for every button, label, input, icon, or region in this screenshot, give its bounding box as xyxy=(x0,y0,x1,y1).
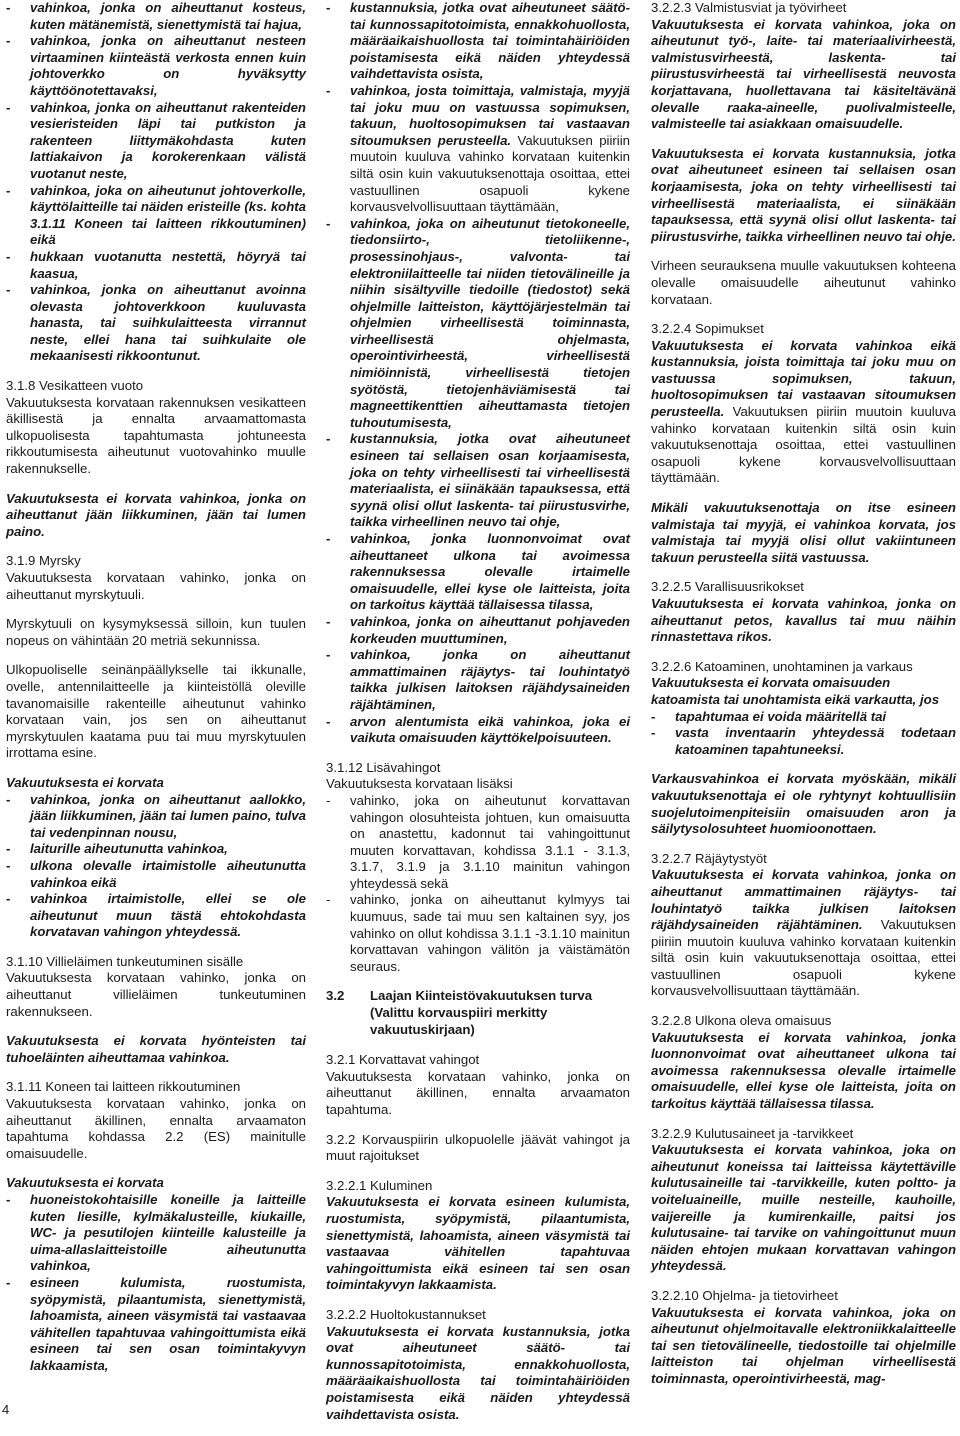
section-text: Vakuutuksesta korvataan vahinko, jonka on aiheuttanut villieläimen tunkeutuminen rakennukseen. xyxy=(6,970,306,1019)
section-3-2-2-3 xyxy=(651,0,956,133)
list-item: - laiturille aiheutunutta vahinkoa, xyxy=(6,841,306,858)
section-number: 3.2 xyxy=(326,988,345,1004)
list-item: - vahinkoa, jonka on aiheuttanut kosteus, kuten mätänemistä, sienettymistä tai hajua, xyxy=(6,0,306,33)
list-item: - kustannuksia, jotka ovat aiheutuneet esineen tai sellaisen osan korjaamisesta, joka on tehty virheellisesti tai virheellisestä materiaalista, ei siinäkään tapauksessa, että syynä olisi ollut laskenta- tai piirustusvirhe, taikka virheellinen neuvo tai ohje, xyxy=(326,431,630,531)
exclusion-heading: Vakuutuksesta ei korvata xyxy=(6,1175,164,1191)
section-text: Vakuutuksesta korvataan vahinko, jonka on aiheuttanut myrskytuuli. xyxy=(6,570,306,602)
section-title: 3.2.2.8 Ulkona oleva omaisuus xyxy=(651,1013,832,1029)
section-text: Vakuutuksesta ei korvata kustannuksia, jotka ovat aiheutuneet säätö- tai kunnossapitotoimista, ennakkohuollosta, määräaikaishuollosta tai toimintahäiriöiden poistamisesta eikä näiden yhteydessä vaihdettavista osista. xyxy=(326,1323,630,1422)
section-3-2-2-2 xyxy=(326,1307,630,1423)
section-text: Vakuutuksesta ei korvata vahinkoa, joka on aiheutunut koneissa tai laitteissa käytettäville kulutusaineille tai -tarvikkeille, kuten poltto- ja voiteluaineille, muille nesteille, kauhoille, vaijereille ja kumirenkaille, paitsi jos kulutusaine- tai tarvike on vahingoittunut muun näiden ehtojen mukaan korvattavan vahingon yhteydessä. xyxy=(651,1142,956,1274)
section-title: 3.2.2.7 Räjäytystyöt xyxy=(651,850,767,866)
exclusion-list xyxy=(326,0,630,747)
column-right xyxy=(651,0,956,1401)
exclusion-text: Vakuutuksesta ei korvata vahinkoa, jonka on aiheuttanut ammattimainen räjäytys- tai louhintatyö taikka julkisen laitoksen räjähdysaineiden räjähtäminen. xyxy=(651,867,956,933)
list-item: - vahinko, joka on aiheutunut korvattavan vahingon olosuhteista johtuen, kun omaisuutta on anastettu, kadonnut tai vahingoittunut muuten korvattavan, kohdissa 3.1.1 - 3.1.3, 3.1.7, 3.1.9 ja 3.1.10 mainitun vahingon yhteydessä sekä xyxy=(326,793,630,893)
section-text: Vakuutuksesta ei korvata vahinkoa, jonka luonnonvoimat ovat aiheuttaneet ulkona tai avoimessa rakennuksessa olevalle irtaimelle omaisuudelle, ellei kyse ole laitteista, joita on tarkoitus käyttää tällaisessa tilassa. xyxy=(651,1029,956,1112)
section-3-2-2-4 xyxy=(651,321,956,487)
section-text: Vakuutuksesta korvataan lisäksi xyxy=(326,776,513,792)
section-text: Vakuutuksesta ei korvata vahinkoa, jonka on aiheuttanut petos, kavallus tai muu näihin rinnastettava rikos. xyxy=(651,596,956,645)
section-text: Vakuutuksesta ei korvata esineen kulumista, ruostumista, syöpymistä, pilaantumista, sienettymistä, lahoamista, aineen väsymistä tai vastaavaa vähitellen tapahtuvaa vahingoittumista eikä esineen tai sen osan toimintakyvyn lakkaamista. xyxy=(326,1194,630,1293)
list-item: - arvon alentumista eikä vahinkoa, joka ei vaikuta omaisuuden käyttökelpoisuuteen. xyxy=(326,714,630,747)
list-item: - vahinkoa, jonka on aiheuttanut aallokko, jään liikkuminen, jään tai lumen paino, tulva tai vedenpinnan nousu, xyxy=(6,792,306,842)
list-item: - huoneistokohtaisille koneille ja laitteille kuten liesille, kylmäkalusteille, kiukaille, WC- ja pesutilojen kiinteille kalusteille ja uima-allaslaitteistoille aiheutunutta vahinkoa, xyxy=(6,1192,306,1275)
section-3-2-2-6 xyxy=(651,659,956,759)
paragraph: Mikäli vakuutuksenottaja on itse esineen valmistaja tai myyjä, ei vahinkoa korvata, jos valmistaja tai myyjä olisi ollut vakiintuneen takuun perusteella siitä vastuussa. xyxy=(651,500,956,565)
section-title: 3.1.10 Villieläimen tunkeutuminen sisälle xyxy=(6,953,244,969)
exclusion-list xyxy=(6,1192,306,1375)
list-item: - esineen kulumista, ruostumista, syöpymistä, pilaantumista, sienettymistä, lahoamista, aineen väsymistä tai vastaavaa vähitellen tapahtuvaa vahingoittumista eikä esineen tai sen osan toimintakyvyn lakkaamista, xyxy=(6,1275,306,1375)
section-3-2-2-9 xyxy=(651,1126,956,1275)
section-heading: Laajan Kiinteistövakuutuksen turva (Valittu korvauspiiri merkitty vakuutuskirjaan) xyxy=(370,988,593,1037)
list-item: - vahinkoa, jonka luonnonvoimat ovat aiheuttaneet ulkona tai avoimessa rakennuksessa olevalle irtaimelle omaisuudelle, ellei kyse ole laitteista, joita on tarkoitus käyttää tällaisessa tilassa, xyxy=(326,531,630,614)
section-text: Vakuutuksesta korvataan rakennuksen vesikatteen äkillisestä ja ennalta arvaamattomasta ulkopuolisesta tapahtumasta johtuneesta rikkoutumisesta aiheutunut vuotovahinko muulle rakennukselle. xyxy=(6,394,306,477)
list-item xyxy=(326,83,630,216)
paragraph: Ulkopuoliselle seinänpäällykselle tai ikkunalle, ovelle, antennilaitteelle ja kiinteistöllä oleville tavanomaisille rakenteille aiheutunut vahinko korvataan vain, jos sen on aiheuttanut myrskytuulen kaatama puu tai muu myrskytuulen irrottama esine. xyxy=(6,662,306,761)
column-middle xyxy=(326,0,630,1436)
column-left xyxy=(6,0,306,1388)
list-item: - tapahtumaa ei voida määritellä tai xyxy=(651,709,956,726)
exclusion-heading: Vakuutuksesta ei korvata xyxy=(6,774,164,790)
section-3-2-2-7 xyxy=(651,851,956,1000)
list-item: - vahinkoa, joka on aiheutunut tietokoneelle, tiedonsiirto-, tietoliikenne-, prosessinohjaus-, valvonta- tai elektroniilaitteelle tai niiden tietovälineille ja niihin sisältyville tiedoille (tiedostot) sekä ohjelmille laitteiston, käyttöjärjestelmän tai ohjelmien virheellisestä toiminnasta, virheellisestä ohjelmasta, operointivirheestä, virheellisestä nimiöinnistä, virheellisestä tietojen syötöstä, tietojenhäviämisestä tai magneettikenttien aiheuttamasta tietojen tuhoutumisesta, xyxy=(326,216,630,432)
section-text: Vakuutuksesta korvataan vahinko, jonka on aiheuttanut äkillinen, ennalta arvaamaton tapahtuma kohdassa 2.2 (ES) mainitulle omaisuudelle. xyxy=(6,1096,306,1161)
list-item: - vahinko, jonka on aiheuttanut kylmyys tai kuumuus, sade tai muu sen kaltainen syy, jos vahinko on ollut kohdissa 3.1.1 -3.1.10 mainitun korvattavan vahingon välitön ja väistämätön seuraus. xyxy=(326,892,630,975)
list-item: - vahinkoa, jonka on aiheuttanut pohjaveden korkeuden muuttuminen, xyxy=(326,614,630,647)
paragraph: Myrskytuuli on kysymyksessä silloin, kun tuulen nopeus on vähintään 20 metriä sekunnissa. xyxy=(6,616,306,648)
section-3-2-2-10 xyxy=(651,1288,956,1388)
section-text: Vakuutuksesta ei korvata vahinkoa, joka on aiheutunut työ-, laite- tai materiaalivirheestä, valmistusvirheestä, laskenta- tai piirustusvirheestä tai virheellisestä neuvosta korjattavana, huollettavana tai käsiteltävänä olevalle raaka-aineelle, puolivalmisteelle, valmisteelle tai asiakkaan omaisuudelle. xyxy=(651,16,956,132)
list-item-text: vahinkoa, josta toimittaja, valmistaja, myyjä tai joku muu on vastuussa sopimuksen, takuun, huoltosopimuksen tai vastaavan sitoumuksen perusteella. xyxy=(350,82,630,148)
list-item-note: Vakuutuksen piiriin muutoin kuuluva vahinko korvataan kuitenkin siltä osin kuin vakuutuksenottaja osoittaa, ettei vastuullinen osapuoli kykene korvausvelvollisuuttaan täyttämään, xyxy=(350,132,630,215)
section-title: 3.2.2.3 Valmistusviat ja työvirheet xyxy=(651,0,847,15)
section-title: 3.2.2.4 Sopimukset xyxy=(651,321,764,337)
paragraph: Varkausvahinkoa ei korvata myöskään, mikäli vakuutuksenottaja ei ole ryhtynyt kohtuullisiin suojelutoimenpiteisiin omaisuuden aron ja säilytysolosuhteet huomioonottaen. xyxy=(651,771,956,837)
exclusion-list xyxy=(651,709,956,759)
section-title: 3.1.11 Koneen tai laitteen rikkoutuminen xyxy=(6,1079,241,1095)
list-item: - vahinkoa, jonka on aiheuttanut avoinna olevasta johtoverkkoon kuuluvasta hanasta, tai suihkulaitteesta virrannut neste, ellei hana tai suihkulaite ole mekaanisesti rikkoontunut. xyxy=(6,282,306,365)
exclusion-paragraph: Vakuutuksesta ei korvata hyönteisten tai tuhoeläinten aiheuttamaa vahinkoa. xyxy=(6,1033,306,1065)
list-item: - vahinkoa, jonka on aiheuttanut rakenteiden vesieristeiden läpi tai putkiston ja rakenteen liittymäkohdasta kuten lattiakaivon ja korokerenkaan välistä vuotanut neste, xyxy=(6,100,306,183)
coverage-note: Vakuutuksen piiriin muutoin kuuluva vahinko korvataan kuitenkin siltä osin kuin vakuutuksenottaja osoittaa, ettei vastuullinen osapuoli kykene korvausvelvollisuuttaan täyttämään. xyxy=(651,917,956,999)
coverage-list xyxy=(326,793,630,976)
coverage-note: Vakuutuksen piiriin muutoin kuuluva vahinko korvataan kuitenkin siltä osin kuin vakuutuksenottaja osoittaa, ettei vastuullinen osapuoli kykene korvausvelvollisuuttaan täyttämään. xyxy=(651,404,956,486)
list-item: - ulkona olevalle irtaimistolle aiheutunutta vahinkoa eikä xyxy=(6,858,306,891)
section-title: 3.1.8 Vesikatteen vuoto xyxy=(6,378,144,394)
section-title: 3.2.2.2 Huoltokustannukset xyxy=(326,1306,486,1322)
section-title: 3.2.2.5 Varallisuusrikokset xyxy=(651,579,804,595)
list-item: - vahinkoa, jonka on aiheuttanut nesteen virtaaminen kiinteästä verkosta ennen kuin johtoverkko on hyväksytty käyttöönotettavaksi, xyxy=(6,33,306,99)
section-heading-3-2 xyxy=(326,988,630,1038)
list-item: - vahinkoa, joka on aiheutunut johtoverkolle, käyttölaitteille tai näiden eristeille (ks. kohta 3.1.11 Koneen tai laitteen rikkoutuminen) eikä xyxy=(6,183,306,249)
list-item: - kustannuksia, jotka ovat aiheutuneet säätö- tai kunnossapitotoimista, ennakkohuollosta, määräaikaishuollosta tai toimintahäiriöiden poistamisesta eikä näiden yhteydessä vaihdettavista osista, xyxy=(326,0,630,83)
section-title: 3.1.9 Myrsky xyxy=(6,553,81,569)
section-text xyxy=(651,867,956,1000)
section-3-2-2-5 xyxy=(651,579,956,645)
section-title: 3.2.2.1 Kuluminen xyxy=(326,1177,433,1193)
list-item: - hukkaan vuotanutta nestettä, höyryä tai kaasua, xyxy=(6,249,306,282)
section-3-2-2-8 xyxy=(651,1013,956,1113)
section-3-1-9 xyxy=(6,553,306,603)
paragraph: Virheen seurauksena muulle vakuutuksen kohteena olevalle omaisuudelle aiheutunut vahinko korvataan. xyxy=(651,258,956,307)
section-text xyxy=(651,338,956,487)
page-number: 4 xyxy=(2,1402,10,1417)
list-item: - vasta inventaarin yhteydessä todetaan katoaminen tapahtuneeksi. xyxy=(651,725,956,758)
section-text: Vakuutuksesta korvataan vahinko, jonka on aiheuttanut äkillinen, ennalta arvaamaton tapahtuma. xyxy=(326,1068,630,1117)
section-text: Vakuutuksesta ei korvata vahinkoa, joka on aiheutunut ohjelmoitavalle elektroniikkalaitteelle tai sen tietovälineelle, tiedostoille tai ohjelmille laitteiston tai ohjelman virheellisestä toiminnasta, operointivirheestä, mag- xyxy=(651,1304,956,1386)
section-3-2-2: 3.2.2 Korvauspiirin ulkopuolelle jäävät vahingot ja muut rajoitukset xyxy=(326,1131,630,1164)
exclusion-list xyxy=(6,792,306,941)
section-title: 3.2.1 Korvattavat vahingot xyxy=(326,1052,480,1068)
list-item: - vahinkoa, jonka on aiheuttanut ammattimainen räjäytys- tai louhintatyö taikka julkisen laitoksen räjähdysaineiden räjähtäminen, xyxy=(326,647,630,713)
continued-exclusion-list xyxy=(6,0,306,365)
section-title: 3.2.2.9 Kulutusaineet ja -tarvikkeet xyxy=(651,1125,854,1141)
exclusion-text: Vakuutuksesta ei korvata vahinkoa eikä kustannuksia, joista toimittaja tai joku muu on vastuussa sopimuksen, takuun, huoltosopimuksen tai vastaavan sitoumuksen perusteella. xyxy=(651,337,956,420)
section-3-1-10 xyxy=(6,954,306,1020)
section-3-1-11 xyxy=(6,1079,306,1162)
paragraph: Vakuutuksesta ei korvata kustannuksia, jotka ovat aiheutuneet esineen tai sellaisen osan korjaamisesta, joka on tehty virheellisesti tai virheellisestä materiaalista, ei siinäkään tapauksessa, että syynä olisi ollut laskenta- tai piirustusvirhe, taikka virheellinen neuvo tai ohje. xyxy=(651,145,956,244)
exclusion-paragraph: Vakuutuksesta ei korvata vahinkoa, jonka on aiheuttanut jään liikkuminen, jään tai lumen paino. xyxy=(6,490,306,539)
section-title: 3.2.2.6 Katoaminen, unohtaminen ja varkaus xyxy=(651,658,913,674)
section-3-2-2-1 xyxy=(326,1178,630,1294)
section-3-2-1 xyxy=(326,1052,630,1118)
list-item: - vahinkoa irtaimistolle, ellei se ole aiheutunut muun tästä ehtokohdasta korvatavan vahingon yhteydessä. xyxy=(6,891,306,941)
section-title: 3.1.12 Lisävahingot xyxy=(326,759,441,775)
section-3-1-8 xyxy=(6,378,306,478)
section-text: Vakuutuksesta ei korvata omaisuuden katoamista tai unohtamista eikä varkautta, jos xyxy=(651,675,940,707)
section-title: 3.2.2.10 Ohjelma- ja tietovirheet xyxy=(651,1287,838,1303)
